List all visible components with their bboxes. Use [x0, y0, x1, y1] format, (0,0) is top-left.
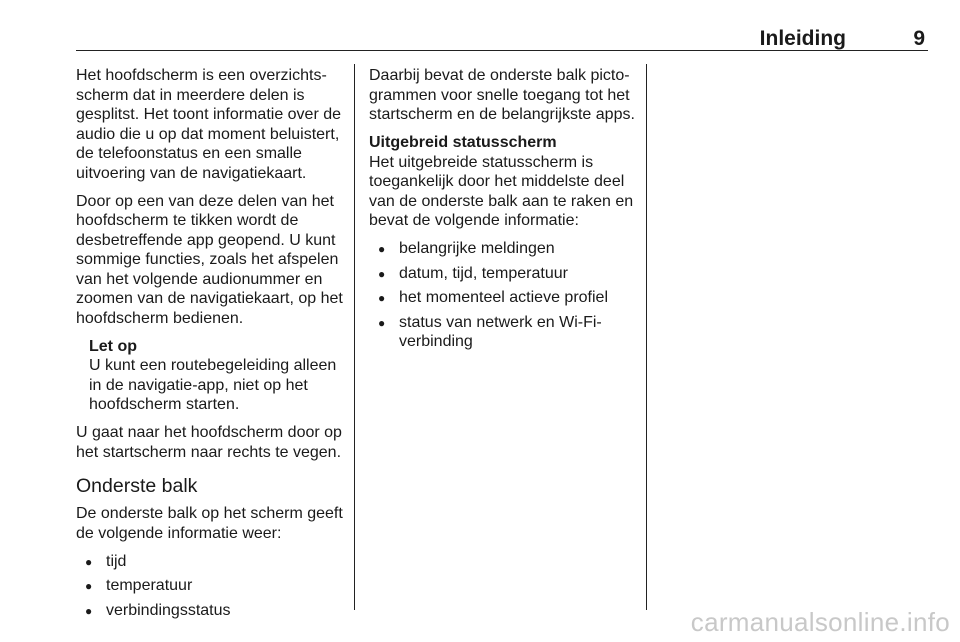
- page-header: [76, 27, 928, 51]
- bullet-list: [369, 239, 635, 352]
- list-item: [369, 264, 635, 284]
- chapter-title: Inleiding: [759, 27, 846, 50]
- bullet-icon: ●: [378, 266, 386, 281]
- sub-heading: Uitgebreid statusscherm: [369, 134, 557, 151]
- list-item: [369, 239, 635, 259]
- bullet-icon: ●: [85, 603, 93, 618]
- note-text: U kunt een routebegeleiding alleen in de navigatie-app, niet op het hoofdscherm starten.: [89, 357, 337, 413]
- paragraph: De onderste balk op het scherm geeft de volgende informatie weer:: [76, 505, 343, 542]
- list-item-text: belangrijke meldingen: [399, 240, 555, 257]
- bullet-icon: ●: [378, 242, 386, 256]
- bullet-icon: ●: [85, 554, 93, 569]
- list-item: [76, 552, 346, 572]
- header-rule: [76, 50, 928, 51]
- list-item: [76, 576, 346, 596]
- section-heading: Onderste balk: [76, 475, 198, 497]
- page-number: 9: [913, 27, 925, 50]
- paragraph: Door op een van deze delen van het hoofdscherm te tikken wordt de desbetreffende app geopend. U kunt sommige functies, zoals het afspelen van het volgende audionummer en zoomen van de navigatiekaart, op het hoofdscherm bedienen.: [76, 192, 343, 327]
- bullet-icon: ●: [378, 315, 386, 330]
- list-item-text: het momenteel actieve profiel: [399, 289, 608, 306]
- list-item: [369, 313, 635, 352]
- watermark: carmanualsonline.info: [690, 607, 950, 637]
- list-item: [369, 288, 635, 308]
- paragraph: U gaat naar het hoofdscherm door op het startscherm naar rechts te vegen.: [76, 424, 342, 461]
- note-title: Let op: [89, 337, 137, 355]
- note-box: [89, 337, 346, 415]
- bullet-list: [76, 552, 346, 621]
- paragraph: Het hoofdscherm is een overzichtsscherm dat in meerdere delen is gesplitst. Het toont informatie over de audio die u op dat moment beluistert, de telefoonstatus en een smalle uitvoering van de navigatiekaart.: [76, 67, 342, 182]
- list-item-text: verbindingsstatus: [106, 601, 231, 619]
- bullet-icon: ●: [85, 579, 93, 593]
- column-divider-right: [646, 64, 647, 610]
- list-item-text: status van netwerk en Wi-Fi-verbinding: [399, 313, 602, 350]
- paragraph: Het uitgebreide statusscherm is toegankelijk door het middelste deel van de onderste balk aan te raken en bevat de volgende informatie:: [369, 153, 634, 229]
- list-item-text: tijd: [106, 552, 127, 570]
- list-item-text: temperatuur: [106, 577, 193, 594]
- list-item: [76, 601, 346, 621]
- right-column: [369, 66, 635, 360]
- bullet-icon: ●: [378, 291, 386, 305]
- paragraph: Daarbij bevat de onderste balk pictogrammen voor snelle toegang tot het startscherm en de belangrijkste apps.: [369, 67, 635, 123]
- list-item-text: datum, tijd, temperatuur: [399, 264, 568, 282]
- left-column: [76, 66, 346, 628]
- column-divider-left: [354, 64, 355, 610]
